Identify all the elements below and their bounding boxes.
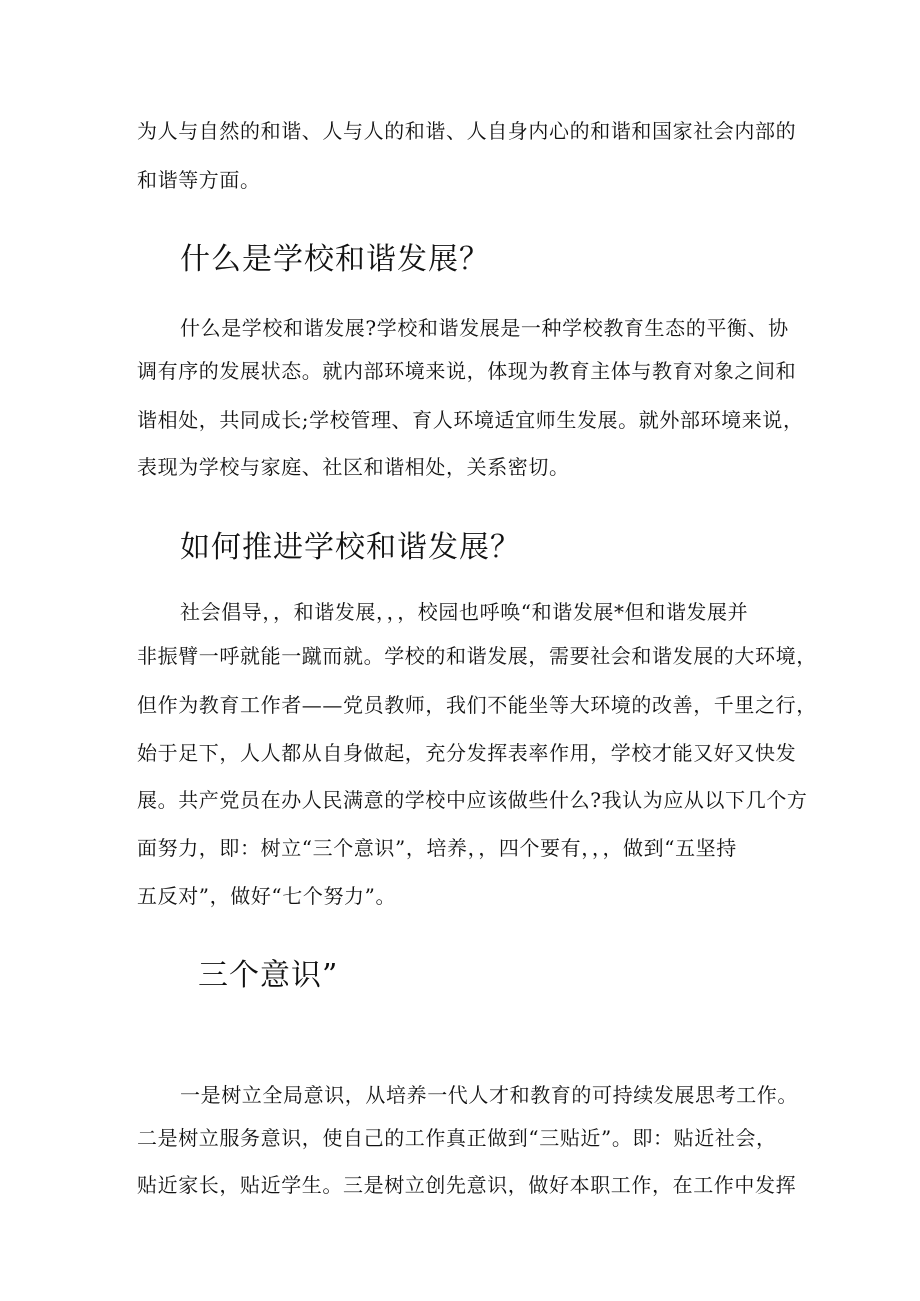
paragraph-line: 调有序的发展状态。就内部环境来说，体现为教育主体与教育对象之间和 (137, 359, 797, 383)
paragraph-line: 一是树立全局意识，从培养一代人才和教育的可持续发展思考工作。 (180, 1083, 798, 1107)
section-heading: 什么是学校和谐发展？ (180, 242, 490, 277)
section-heading: 三个意识” (198, 958, 339, 993)
paragraph-line: 面努力，即：树立“三个意识”，培养，，四个要有，，，做到“五坚持 (137, 836, 737, 860)
paragraph-line: 始于足下，人人都从自身做起，充分发挥表率作用，学校才能又好又快发 (137, 741, 797, 765)
paragraph-line: 贴近家长，贴近学生。三是树立创先意识，做好本职工作，在工作中发挥 (137, 1173, 797, 1197)
paragraph-line: 谐相处，共同成长;学校管理、育人环境适宜师生发展。就外部环境来说， (137, 408, 804, 432)
paragraph-line: 为人与自然的和谐、人与人的和谐、人自身内心的和谐和国家社会内部的 (137, 119, 797, 143)
paragraph-line: 但作为教育工作者——党员教师，我们不能坐等大环境的改善，千里之行， (137, 693, 817, 717)
paragraph-line: 和谐等方面。 (137, 168, 261, 192)
paragraph-line: 社会倡导，，和谐发展，，，校园也呼唤“和谐发展*但和谐发展并 (180, 600, 749, 624)
section-heading: 如何推进学校和谐发展？ (180, 530, 521, 565)
paragraph-line: 五反对”，做好“七个努力”。 (137, 884, 397, 908)
paragraph-line: 表现为学校与家庭、社区和谐相处，关系密切。 (137, 455, 570, 479)
paragraph-line: 什么是学校和谐发展?学校和谐发展是一种学校教育生态的平衡、协 (180, 316, 789, 340)
paragraph-line: 非振臂一呼就能一蹴而就。学校的和谐发展，需要社会和谐发展的大环境， (137, 644, 817, 668)
paragraph-line: 展。共产党员在办人民满意的学校中应该做些什么?我认为应从以下几个方 (137, 788, 808, 812)
paragraph-line: 二是树立服务意识，使自己的工作真正做到“三贴近”。即：贴近社会， (137, 1126, 777, 1150)
